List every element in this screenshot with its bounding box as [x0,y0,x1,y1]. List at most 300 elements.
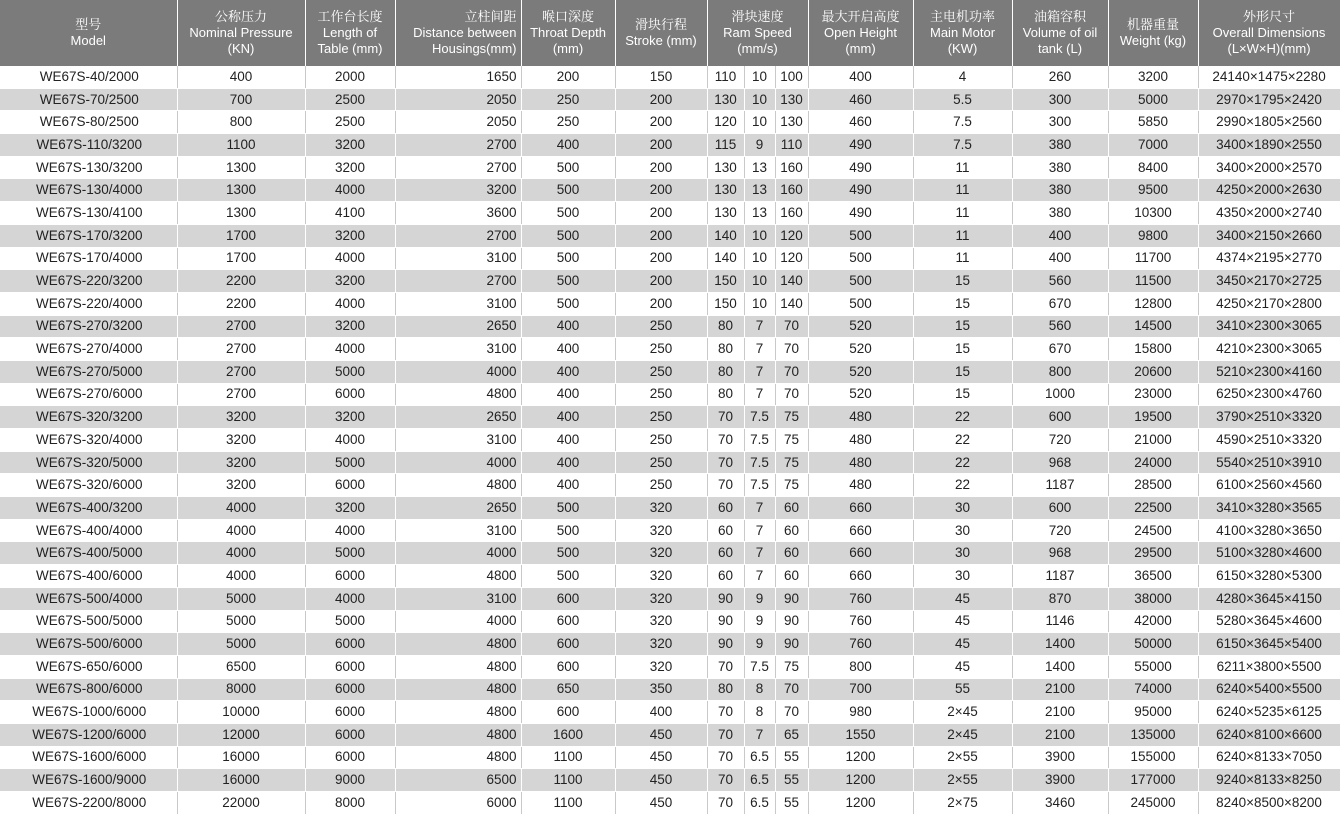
cell-throat: 250 [521,111,615,134]
cell-ram-speed-1: 60 [707,565,744,588]
cell-oil: 380 [1012,156,1108,179]
cell-ram-speed-2: 7 [744,723,775,746]
cell-motor: 2×45 [913,723,1012,746]
header-oil: 油箱容积 Volume of oil tank (L) [1012,0,1108,66]
table-row [0,610,1340,633]
cell-motor: 11 [913,224,1012,247]
cell-table-length: 6000 [305,701,395,724]
header-pressure: 公称压力 Nominal Pressure (KN) [177,0,305,66]
cell-pressure: 5000 [177,587,305,610]
cell-distance: 2650 [395,315,521,338]
cell-ram-speed-3: 90 [775,587,808,610]
table-row [0,156,1340,179]
cell-ram-speed-2: 7 [744,383,775,406]
cell-model: WE67S-320/3200 [0,406,177,429]
cell-weight: 38000 [1108,587,1198,610]
cell-motor: 15 [913,292,1012,315]
cell-distance: 4800 [395,633,521,656]
cell-model: WE67S-270/4000 [0,338,177,361]
cell-distance: 3100 [395,338,521,361]
cell-dimensions: 6211×3800×5500 [1198,655,1340,678]
cell-dimensions: 8240×8500×8200 [1198,792,1340,815]
cell-motor: 2×55 [913,746,1012,769]
cell-pressure: 2700 [177,360,305,383]
cell-weight: 12800 [1108,292,1198,315]
cell-weight: 7000 [1108,134,1198,157]
cell-weight: 11500 [1108,270,1198,293]
cell-ram-speed-1: 70 [707,723,744,746]
cell-pressure: 3200 [177,406,305,429]
cell-open-height: 520 [808,383,913,406]
cell-stroke: 150 [615,66,707,88]
cell-motor: 30 [913,519,1012,542]
cell-table-length: 6000 [305,678,395,701]
cell-ram-speed-1: 70 [707,406,744,429]
cell-pressure: 3200 [177,429,305,452]
table-row [0,565,1340,588]
cell-ram-speed-3: 60 [775,565,808,588]
table-row [0,406,1340,429]
cell-table-length: 6000 [305,633,395,656]
cell-table-length: 3200 [305,406,395,429]
cell-ram-speed-3: 60 [775,519,808,542]
cell-oil: 1187 [1012,474,1108,497]
cell-motor: 30 [913,497,1012,520]
cell-distance: 2050 [395,111,521,134]
cell-model: WE67S-170/4000 [0,247,177,270]
cell-table-length: 3200 [305,224,395,247]
cell-pressure: 4000 [177,519,305,542]
cell-oil: 560 [1012,315,1108,338]
cell-table-length: 4000 [305,587,395,610]
cell-ram-speed-3: 70 [775,338,808,361]
cell-stroke: 350 [615,678,707,701]
cell-throat: 500 [521,156,615,179]
cell-throat: 400 [521,360,615,383]
cell-weight: 14500 [1108,315,1198,338]
cell-open-height: 480 [808,429,913,452]
cell-throat: 500 [521,179,615,202]
cell-stroke: 320 [615,519,707,542]
cell-ram-speed-1: 60 [707,519,744,542]
cell-ram-speed-2: 9 [744,633,775,656]
cell-pressure: 1300 [177,156,305,179]
cell-open-height: 980 [808,701,913,724]
cell-oil: 560 [1012,270,1108,293]
cell-ram-speed-3: 120 [775,247,808,270]
cell-table-length: 5000 [305,451,395,474]
cell-ram-speed-2: 8 [744,701,775,724]
cell-throat: 400 [521,134,615,157]
cell-open-height: 760 [808,587,913,610]
cell-table-length: 4000 [305,519,395,542]
cell-ram-speed-1: 130 [707,179,744,202]
cell-pressure: 1700 [177,224,305,247]
cell-weight: 21000 [1108,429,1198,452]
table-row [0,88,1340,111]
cell-open-height: 460 [808,111,913,134]
cell-ram-speed-2: 7 [744,565,775,588]
cell-dimensions: 3400×1890×2550 [1198,134,1340,157]
cell-stroke: 250 [615,383,707,406]
cell-model: WE67S-270/6000 [0,383,177,406]
cell-weight: 177000 [1108,769,1198,792]
cell-dimensions: 4590×2510×3320 [1198,429,1340,452]
cell-ram-speed-3: 75 [775,406,808,429]
cell-ram-speed-3: 160 [775,202,808,225]
cell-pressure: 4000 [177,565,305,588]
cell-weight: 155000 [1108,746,1198,769]
cell-open-height: 760 [808,610,913,633]
cell-distance: 2700 [395,134,521,157]
cell-oil: 670 [1012,338,1108,361]
cell-distance: 3100 [395,429,521,452]
cell-stroke: 200 [615,224,707,247]
cell-throat: 250 [521,88,615,111]
cell-stroke: 250 [615,406,707,429]
cell-weight: 9800 [1108,224,1198,247]
cell-distance: 3100 [395,519,521,542]
cell-stroke: 250 [615,474,707,497]
cell-weight: 5850 [1108,111,1198,134]
cell-model: WE67S-1600/6000 [0,746,177,769]
cell-throat: 500 [521,565,615,588]
cell-distance: 4800 [395,383,521,406]
cell-ram-speed-1: 70 [707,451,744,474]
cell-ram-speed-3: 75 [775,451,808,474]
table-row [0,247,1340,270]
table-row [0,111,1340,134]
cell-dimensions: 5210×2300×4160 [1198,360,1340,383]
cell-open-height: 490 [808,202,913,225]
cell-throat: 500 [521,224,615,247]
cell-motor: 4 [913,66,1012,88]
cell-motor: 15 [913,360,1012,383]
cell-pressure: 8000 [177,678,305,701]
cell-dimensions: 2970×1795×2420 [1198,88,1340,111]
table-row [0,497,1340,520]
cell-dimensions: 6150×3645×5400 [1198,633,1340,656]
cell-distance: 3200 [395,179,521,202]
cell-distance: 2700 [395,270,521,293]
cell-ram-speed-2: 7.5 [744,429,775,452]
cell-oil: 870 [1012,587,1108,610]
cell-ram-speed-1: 130 [707,156,744,179]
cell-model: WE67S-220/4000 [0,292,177,315]
cell-motor: 45 [913,655,1012,678]
cell-dimensions: 6100×2560×4560 [1198,474,1340,497]
cell-model: WE67S-500/4000 [0,587,177,610]
cell-open-height: 500 [808,247,913,270]
cell-throat: 500 [521,292,615,315]
cell-weight: 95000 [1108,701,1198,724]
cell-ram-speed-2: 9 [744,134,775,157]
cell-table-length: 6000 [305,723,395,746]
cell-ram-speed-2: 10 [744,247,775,270]
cell-distance: 4000 [395,451,521,474]
header-throat: 喉口深度 Throat Depth (mm) [521,0,615,66]
cell-model: WE67S-130/4100 [0,202,177,225]
cell-table-length: 3200 [305,315,395,338]
cell-dimensions: 5540×2510×3910 [1198,451,1340,474]
cell-table-length: 6000 [305,655,395,678]
cell-stroke: 320 [615,542,707,565]
cell-oil: 300 [1012,88,1108,111]
cell-open-height: 660 [808,542,913,565]
cell-table-length: 4000 [305,179,395,202]
cell-weight: 29500 [1108,542,1198,565]
cell-throat: 500 [521,202,615,225]
cell-motor: 2×45 [913,701,1012,724]
cell-weight: 3200 [1108,66,1198,88]
cell-ram-speed-2: 13 [744,179,775,202]
cell-throat: 600 [521,610,615,633]
cell-pressure: 3200 [177,451,305,474]
cell-open-height: 660 [808,565,913,588]
table-row [0,292,1340,315]
cell-table-length: 3200 [305,156,395,179]
cell-open-height: 520 [808,360,913,383]
cell-distance: 4800 [395,655,521,678]
cell-ram-speed-2: 10 [744,88,775,111]
cell-model: WE67S-400/6000 [0,565,177,588]
cell-dimensions: 6240×5400×5500 [1198,678,1340,701]
cell-dimensions: 3410×3280×3565 [1198,497,1340,520]
cell-dimensions: 6150×3280×5300 [1198,565,1340,588]
cell-ram-speed-2: 10 [744,111,775,134]
cell-open-height: 520 [808,315,913,338]
cell-stroke: 320 [615,610,707,633]
cell-pressure: 5000 [177,610,305,633]
cell-table-length: 6000 [305,474,395,497]
cell-dimensions: 2990×1805×2560 [1198,111,1340,134]
cell-stroke: 250 [615,451,707,474]
cell-model: WE67S-130/3200 [0,156,177,179]
cell-oil: 1400 [1012,655,1108,678]
cell-stroke: 200 [615,270,707,293]
cell-stroke: 200 [615,247,707,270]
cell-throat: 400 [521,383,615,406]
cell-distance: 2700 [395,224,521,247]
cell-motor: 5.5 [913,88,1012,111]
cell-dimensions: 4100×3280×3650 [1198,519,1340,542]
cell-ram-speed-3: 70 [775,701,808,724]
cell-pressure: 10000 [177,701,305,724]
cell-pressure: 12000 [177,723,305,746]
cell-stroke: 320 [615,633,707,656]
cell-throat: 400 [521,315,615,338]
cell-table-length: 3200 [305,134,395,157]
cell-stroke: 200 [615,134,707,157]
cell-ram-speed-3: 65 [775,723,808,746]
cell-distance: 6000 [395,792,521,815]
cell-motor: 15 [913,270,1012,293]
cell-model: WE67S-500/5000 [0,610,177,633]
cell-dimensions: 24140×1475×2280 [1198,66,1340,88]
cell-motor: 45 [913,633,1012,656]
cell-dimensions: 3410×2300×3065 [1198,315,1340,338]
cell-distance: 2050 [395,88,521,111]
table-row [0,179,1340,202]
cell-table-length: 5000 [305,610,395,633]
cell-ram-speed-3: 120 [775,224,808,247]
cell-motor: 11 [913,156,1012,179]
cell-oil: 3460 [1012,792,1108,815]
cell-ram-speed-3: 100 [775,66,808,88]
table-row [0,66,1340,88]
cell-ram-speed-1: 140 [707,224,744,247]
cell-motor: 22 [913,451,1012,474]
cell-ram-speed-2: 10 [744,292,775,315]
cell-model: WE67S-1600/9000 [0,769,177,792]
cell-motor: 22 [913,429,1012,452]
cell-ram-speed-3: 55 [775,792,808,815]
cell-distance: 1650 [395,66,521,88]
cell-distance: 4000 [395,542,521,565]
cell-weight: 74000 [1108,678,1198,701]
cell-throat: 1100 [521,792,615,815]
cell-ram-speed-1: 150 [707,292,744,315]
cell-distance: 3100 [395,587,521,610]
cell-table-length: 2500 [305,111,395,134]
cell-pressure: 1300 [177,202,305,225]
cell-model: WE67S-110/3200 [0,134,177,157]
cell-dimensions: 3400×2150×2660 [1198,224,1340,247]
header-table-length: 工作台长度 Length of Table (mm) [305,0,395,66]
cell-open-height: 490 [808,134,913,157]
cell-ram-speed-2: 10 [744,66,775,88]
cell-ram-speed-3: 60 [775,542,808,565]
cell-distance: 2700 [395,156,521,179]
cell-oil: 2100 [1012,701,1108,724]
cell-dimensions: 6240×8133×7050 [1198,746,1340,769]
cell-open-height: 1200 [808,792,913,815]
cell-distance: 4000 [395,610,521,633]
cell-stroke: 320 [615,655,707,678]
cell-distance: 2650 [395,406,521,429]
cell-ram-speed-2: 7 [744,315,775,338]
cell-throat: 1600 [521,723,615,746]
cell-open-height: 500 [808,224,913,247]
cell-oil: 968 [1012,451,1108,474]
cell-ram-speed-1: 80 [707,338,744,361]
cell-ram-speed-2: 7.5 [744,655,775,678]
cell-oil: 2100 [1012,678,1108,701]
cell-ram-speed-2: 7.5 [744,474,775,497]
cell-model: WE67S-320/6000 [0,474,177,497]
cell-ram-speed-3: 55 [775,746,808,769]
cell-pressure: 4000 [177,497,305,520]
cell-oil: 2100 [1012,723,1108,746]
cell-stroke: 400 [615,701,707,724]
table-row [0,134,1340,157]
header-dimensions: 外形尺寸 Overall Dimensions (L×W×H)(mm) [1198,0,1340,66]
table-row [0,451,1340,474]
cell-distance: 3600 [395,202,521,225]
cell-pressure: 1700 [177,247,305,270]
cell-model: WE67S-500/6000 [0,633,177,656]
table-row [0,519,1340,542]
cell-stroke: 250 [615,360,707,383]
cell-ram-speed-1: 130 [707,88,744,111]
cell-dimensions: 5280×3645×4600 [1198,610,1340,633]
header-stroke: 滑块行程 Stroke (mm) [615,0,707,66]
cell-model: WE67S-400/5000 [0,542,177,565]
cell-model: WE67S-40/2000 [0,66,177,88]
cell-throat: 1100 [521,769,615,792]
cell-weight: 20600 [1108,360,1198,383]
cell-motor: 55 [913,678,1012,701]
cell-throat: 400 [521,451,615,474]
cell-ram-speed-2: 7.5 [744,406,775,429]
cell-throat: 200 [521,66,615,88]
table-row [0,678,1340,701]
cell-stroke: 320 [615,497,707,520]
cell-ram-speed-2: 10 [744,224,775,247]
cell-ram-speed-1: 80 [707,360,744,383]
table-row [0,383,1340,406]
cell-ram-speed-3: 160 [775,156,808,179]
cell-stroke: 200 [615,179,707,202]
spec-body [0,66,1340,814]
cell-open-height: 1200 [808,746,913,769]
cell-ram-speed-2: 7 [744,360,775,383]
cell-pressure: 2700 [177,338,305,361]
header-weight: 机器重量 Weight (kg) [1108,0,1198,66]
cell-dimensions: 4280×3645×4150 [1198,587,1340,610]
cell-stroke: 200 [615,292,707,315]
cell-ram-speed-3: 75 [775,655,808,678]
cell-oil: 670 [1012,292,1108,315]
cell-model: WE67S-70/2500 [0,88,177,111]
cell-ram-speed-3: 140 [775,292,808,315]
header-distance: 立柱间距 Distance between Housings(mm) [395,0,521,66]
table-row [0,769,1340,792]
cell-stroke: 200 [615,111,707,134]
table-row [0,587,1340,610]
table-row [0,792,1340,815]
cell-ram-speed-2: 6.5 [744,746,775,769]
cell-open-height: 800 [808,655,913,678]
cell-distance: 4800 [395,701,521,724]
cell-weight: 15800 [1108,338,1198,361]
cell-table-length: 4100 [305,202,395,225]
cell-model: WE67S-650/6000 [0,655,177,678]
cell-dimensions: 5100×3280×4600 [1198,542,1340,565]
cell-motor: 30 [913,542,1012,565]
cell-motor: 15 [913,383,1012,406]
cell-oil: 3900 [1012,746,1108,769]
header-open-height: 最大开启高度 Open Height (mm) [808,0,913,66]
cell-ram-speed-3: 90 [775,610,808,633]
cell-weight: 245000 [1108,792,1198,815]
cell-ram-speed-2: 9 [744,610,775,633]
cell-oil: 720 [1012,429,1108,452]
cell-dimensions: 9240×8133×8250 [1198,769,1340,792]
cell-ram-speed-2: 8 [744,678,775,701]
cell-open-height: 500 [808,292,913,315]
cell-table-length: 2500 [305,88,395,111]
cell-dimensions: 4210×2300×3065 [1198,338,1340,361]
cell-stroke: 250 [615,338,707,361]
cell-model: WE67S-400/3200 [0,497,177,520]
cell-dimensions: 3400×2000×2570 [1198,156,1340,179]
cell-dimensions: 3450×2170×2725 [1198,270,1340,293]
cell-model: WE67S-270/5000 [0,360,177,383]
cell-open-height: 490 [808,179,913,202]
cell-ram-speed-1: 70 [707,792,744,815]
cell-motor: 45 [913,587,1012,610]
